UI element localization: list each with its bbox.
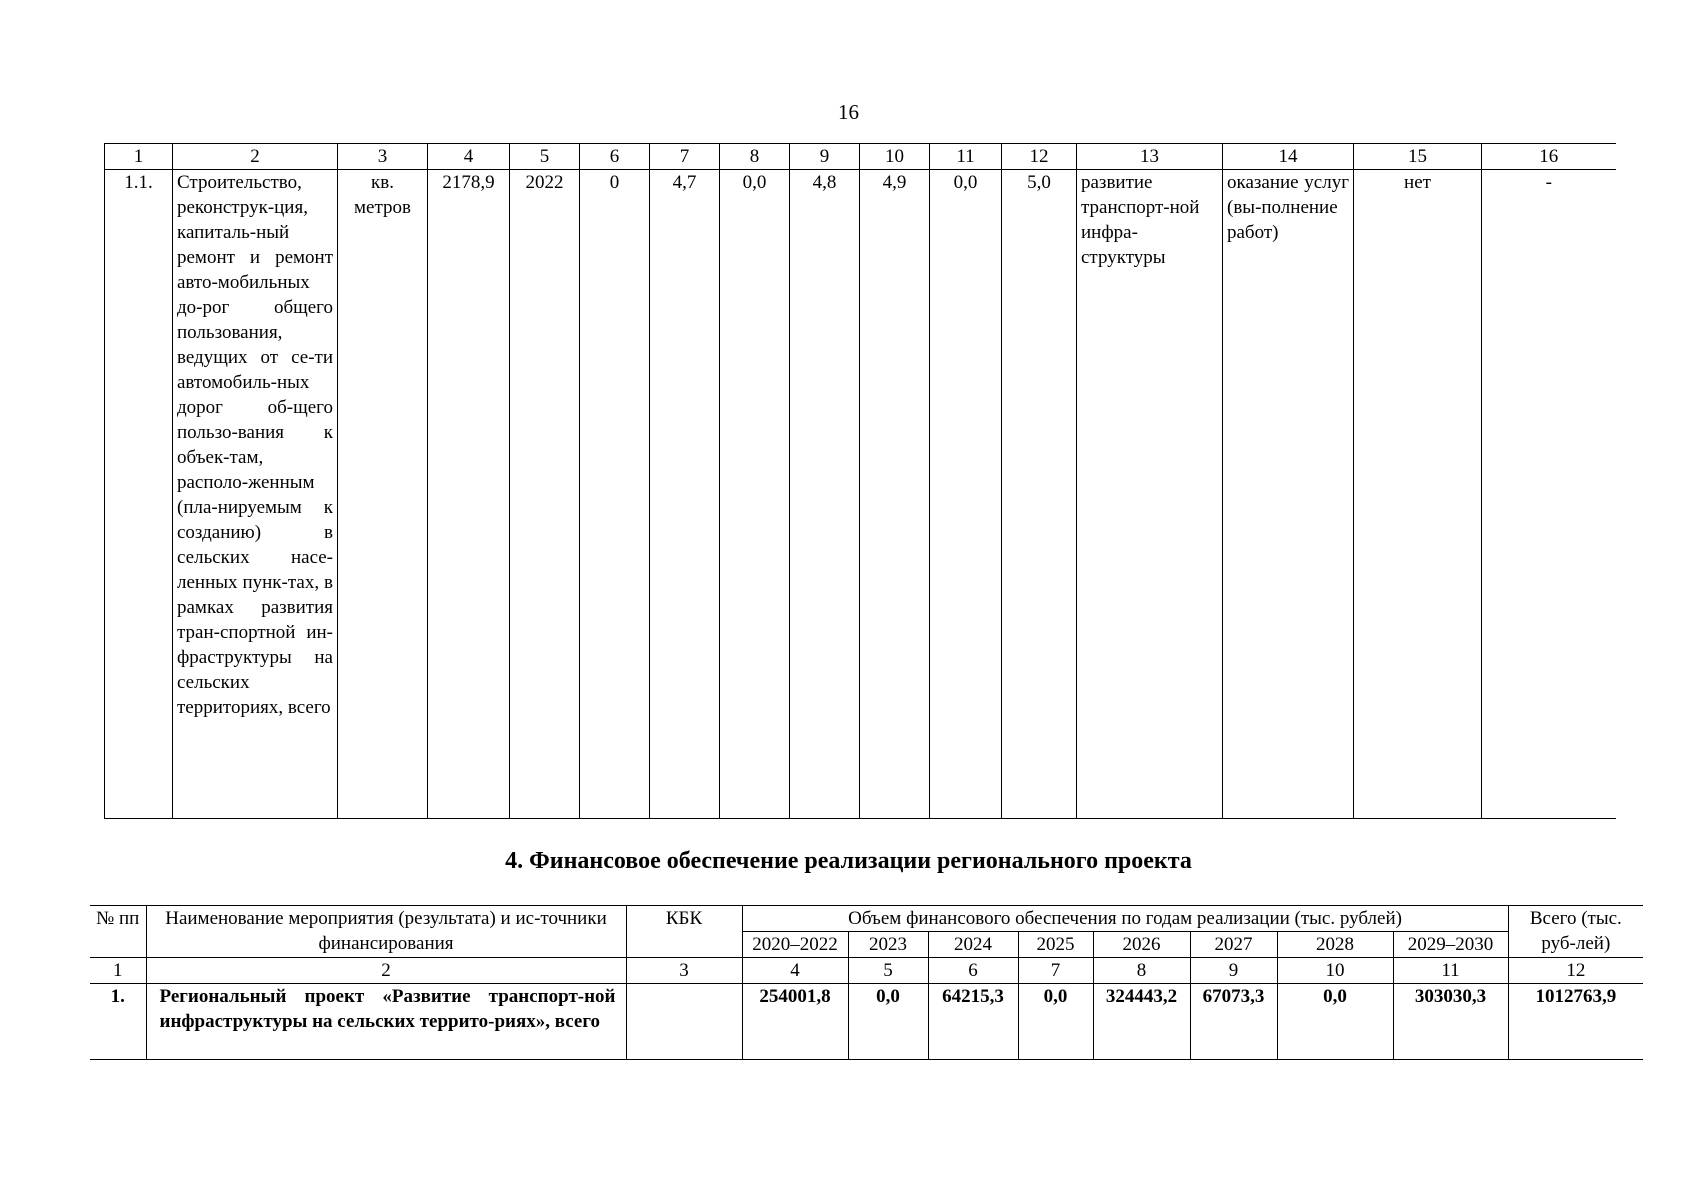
amount-cell: 0,0 (1018, 984, 1093, 1060)
number-header: № пп (90, 906, 146, 958)
column-number: 10 (860, 144, 930, 170)
base-year: 2022 (510, 170, 580, 819)
column-number: 10 (1277, 958, 1393, 984)
column-number: 11 (1393, 958, 1508, 984)
column-number: 7 (1018, 958, 1093, 984)
year-header: 2028 (1277, 932, 1393, 958)
column-number: 4 (428, 144, 510, 170)
year-header: 2025 (1018, 932, 1093, 958)
year-header: 2029–2030 (1393, 932, 1508, 958)
column-number: 9 (1190, 958, 1277, 984)
column-number-row (105, 144, 1616, 170)
unit-of-measure: кв. метров (338, 170, 428, 819)
kbk-header: КБК (626, 906, 742, 958)
column-number: 6 (580, 144, 650, 170)
column-number: 7 (650, 144, 720, 170)
column-number: 11 (930, 144, 1002, 170)
column-number-row (90, 958, 1643, 984)
column-number: 3 (338, 144, 428, 170)
year-header: 2024 (928, 932, 1018, 958)
section-heading: 4. Финансовое обеспечение реализации регионального проекта (505, 848, 1192, 874)
row-number: 1.1. (105, 170, 173, 819)
total-header: Всего (тыс. руб-лей) (1508, 906, 1643, 958)
value-cell: - (1482, 170, 1616, 819)
amount-cell: 254001,8 (742, 984, 848, 1060)
column-number: 6 (928, 958, 1018, 984)
header-row (90, 906, 1643, 932)
amount-cell: 324443,2 (1093, 984, 1190, 1060)
year-header: 2026 (1093, 932, 1190, 958)
amount-cell: 0,0 (1277, 984, 1393, 1060)
column-number: 5 (510, 144, 580, 170)
result-type: развитие транспорт-ной инфра-структуры (1077, 170, 1223, 819)
amount-cell: 64215,3 (928, 984, 1018, 1060)
column-number: 15 (1354, 144, 1482, 170)
name-header: Наименование мероприятия (результата) и ис-точники финансирования (146, 906, 626, 958)
result-characteristic: оказание услуг (вы-полнение работ) (1223, 170, 1354, 819)
value-cell: 4,9 (860, 170, 930, 819)
table-row (105, 170, 1616, 819)
value-cell: 4,8 (790, 170, 860, 819)
column-number: 8 (720, 144, 790, 170)
column-number: 1 (105, 144, 173, 170)
column-number: 16 (1482, 144, 1616, 170)
amount-cell: 303030,3 (1393, 984, 1508, 1060)
column-number: 2 (173, 144, 338, 170)
column-number: 5 (848, 958, 928, 984)
column-number: 8 (1093, 958, 1190, 984)
column-number: 12 (1002, 144, 1077, 170)
indicators-table (104, 143, 1616, 819)
amount-cell: 0,0 (848, 984, 928, 1060)
page-number: 16 (838, 100, 859, 124)
row-number: 1. (90, 984, 146, 1060)
column-number: 3 (626, 958, 742, 984)
value-cell: 0,0 (930, 170, 1002, 819)
project-name: Региональный проект «Развитие транспорт-ной инфраструктуры на сельских террито-риях», всего (146, 984, 626, 1060)
amount-cell: 67073,3 (1190, 984, 1277, 1060)
column-number: 9 (790, 144, 860, 170)
value-cell: 4,7 (650, 170, 720, 819)
year-header: 2027 (1190, 932, 1277, 958)
base-value: 2178,9 (428, 170, 510, 819)
column-number: 12 (1508, 958, 1643, 984)
value-cell: 0 (580, 170, 650, 819)
column-number: 13 (1077, 144, 1223, 170)
volume-header: Объем финансового обеспечения по годам реализации (тыс. рублей) (742, 906, 1508, 932)
value-cell: нет (1354, 170, 1482, 819)
column-number: 4 (742, 958, 848, 984)
year-header: 2020–2022 (742, 932, 848, 958)
column-number: 2 (146, 958, 626, 984)
table-row (90, 984, 1643, 1060)
column-number: 1 (90, 958, 146, 984)
financing-table (90, 905, 1643, 1060)
column-number: 14 (1223, 144, 1354, 170)
year-header: 2023 (848, 932, 928, 958)
activity-name: Строительство, реконструк-ция, капиталь-ный ремонт и ремонт авто-мобильных до-рог общего пользования, ведущих от се-ти автомобиль-ных дорог об-щего пользо-вания к объек-там, располо-женным (пла-нируемым к созданию) в сельских насе-ленных пунк-тах, в рамках развития тран-спортной ин-фраструктуры на сельских территориях, всего (173, 170, 338, 819)
value-cell: 5,0 (1002, 170, 1077, 819)
kbk-cell (626, 984, 742, 1060)
total-cell: 1012763,9 (1508, 984, 1643, 1060)
value-cell: 0,0 (720, 170, 790, 819)
